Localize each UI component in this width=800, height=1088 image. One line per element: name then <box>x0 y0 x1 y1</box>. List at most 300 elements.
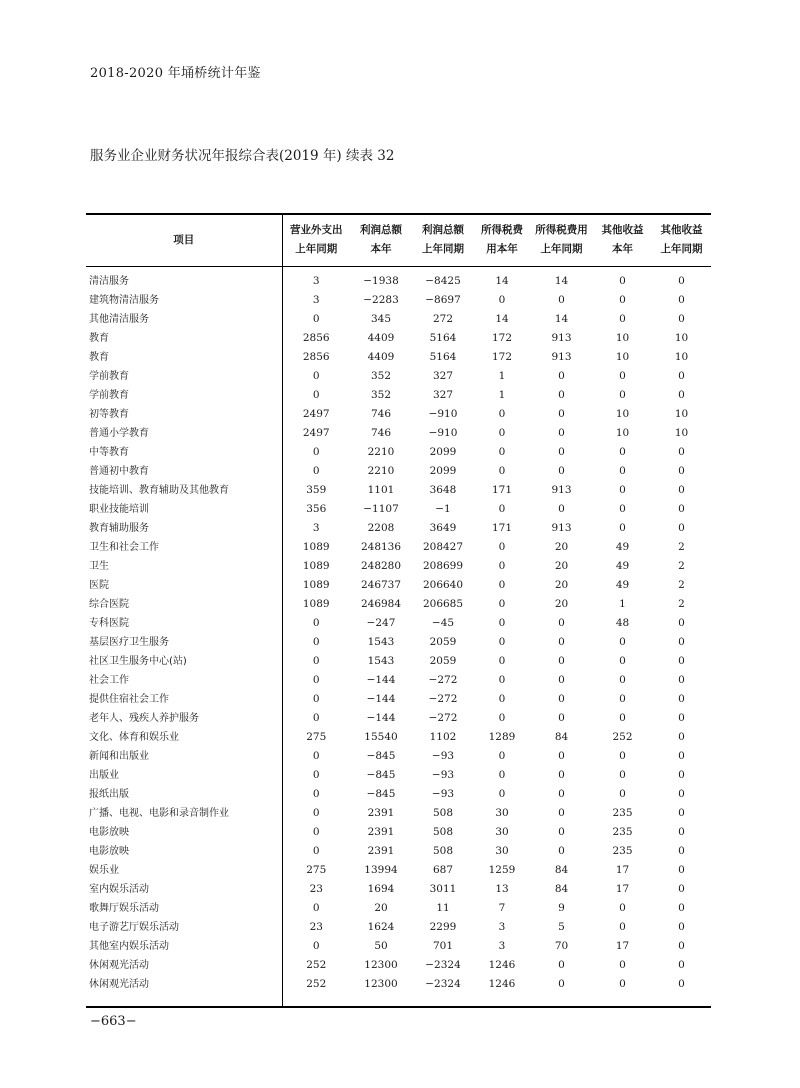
table-row <box>86 652 711 671</box>
column-header <box>474 214 530 266</box>
table-cell: 0 <box>312 901 320 914</box>
table-title: 服务业企业财务状况年报综合表(2019 年) 续表 32 <box>90 148 395 164</box>
row-label: 基层医疗卫生服务 <box>86 633 282 652</box>
table-cell: −1 <box>435 502 451 515</box>
table-row <box>86 918 711 937</box>
table-cell: 0 <box>619 692 626 705</box>
table-cell: 10 <box>615 331 630 344</box>
table-cell: 171 <box>491 521 513 534</box>
table-cell: 15540 <box>364 730 398 743</box>
row-label: 出版业 <box>86 766 282 785</box>
row-label: 歌舞厅娱乐活动 <box>86 899 282 918</box>
table-cell: 0 <box>312 369 320 382</box>
table-cell: −2324 <box>425 958 461 971</box>
table-row <box>86 633 711 652</box>
table-row <box>86 804 711 823</box>
column-header-line1: 营业外支出 <box>290 224 343 237</box>
table-cell: 0 <box>619 483 626 496</box>
table-cell: 2059 <box>429 654 457 667</box>
table-cell: 0 <box>678 388 685 401</box>
table-cell: −93 <box>431 787 455 800</box>
table-cell: 2210 <box>367 464 395 477</box>
table-cell: 2391 <box>367 844 395 857</box>
row-label: 初等教育 <box>86 405 282 424</box>
table-cell: −2324 <box>425 977 461 990</box>
table-cell: −144 <box>366 692 396 705</box>
table-cell: 0 <box>619 521 626 534</box>
table-cell: 3 <box>312 274 320 287</box>
table-cell: 0 <box>678 654 685 667</box>
table-cell: 352 <box>370 369 392 382</box>
table-row <box>86 937 711 956</box>
table-cell: 0 <box>678 673 685 686</box>
row-label: 卫生和社会工作 <box>86 538 282 557</box>
row-label: 电影放映 <box>86 823 282 842</box>
table-cell: 746 <box>370 407 392 420</box>
table-cell: −8697 <box>425 293 461 306</box>
column-header-line1: 其他收益 <box>660 224 703 237</box>
table-row <box>86 538 711 557</box>
page-number: −663− <box>90 1014 137 1029</box>
table-cell: 0 <box>312 806 320 819</box>
table-cell: −1938 <box>363 274 399 287</box>
table-body <box>86 266 711 1007</box>
table-cell: 0 <box>312 445 320 458</box>
table-cell: 0 <box>558 369 565 382</box>
table-cell: 10 <box>674 426 689 439</box>
row-label: 娱乐业 <box>86 861 282 880</box>
table-cell: 0 <box>678 730 685 743</box>
table-cell: 0 <box>312 825 320 838</box>
table-cell: 3011 <box>429 882 457 895</box>
table-cell: 0 <box>678 844 685 857</box>
table-cell: 252 <box>612 730 633 743</box>
table-cell: −247 <box>366 616 396 629</box>
table-cell: 246984 <box>360 597 402 610</box>
table-cell: 508 <box>432 844 454 857</box>
table-cell: 0 <box>678 977 685 990</box>
table-row <box>86 842 711 861</box>
table-cell: 0 <box>498 692 506 705</box>
row-label: 休闲观光活动 <box>86 956 282 975</box>
table-cell: −845 <box>366 787 396 800</box>
row-label: 文化、体育和娱乐业 <box>86 728 282 747</box>
table-cell: 1102 <box>429 730 457 743</box>
table-cell: 49 <box>615 578 630 591</box>
table-cell: 23 <box>309 882 323 895</box>
table-cell: 3 <box>498 920 506 933</box>
row-label: 医院 <box>86 576 282 595</box>
table-cell: 0 <box>498 635 506 648</box>
table-cell: 0 <box>498 464 506 477</box>
column-header-line2: 本年 <box>370 243 392 256</box>
table-cell: 252 <box>306 958 327 971</box>
table-cell: 0 <box>678 616 685 629</box>
table-cell: 0 <box>558 749 565 762</box>
table-row <box>86 975 711 1007</box>
column-header-line2: 上年同期 <box>660 243 703 256</box>
table-cell: 0 <box>558 768 565 781</box>
table-cell: 0 <box>619 787 626 800</box>
table-cell: 5164 <box>429 350 457 363</box>
table-cell: 0 <box>678 502 685 515</box>
column-header-line1: 所得税费用 <box>535 224 588 237</box>
table-cell: 0 <box>558 977 565 990</box>
table-row <box>86 481 711 500</box>
table-cell: 0 <box>498 597 506 610</box>
table-cell: 746 <box>370 426 392 439</box>
table-cell: 248280 <box>360 559 402 572</box>
table-cell: 0 <box>498 749 506 762</box>
table-cell: 0 <box>498 768 506 781</box>
column-header-line2: 上年同期 <box>540 243 583 256</box>
table-cell: 0 <box>619 464 626 477</box>
table-cell: 172 <box>491 331 513 344</box>
table-cell: 2391 <box>367 806 395 819</box>
table-cell: 0 <box>312 654 320 667</box>
table-cell: 508 <box>432 806 454 819</box>
table-cell: 84 <box>554 730 569 743</box>
row-label: 中等教育 <box>86 443 282 462</box>
table-cell: 0 <box>312 711 320 724</box>
table-cell: 0 <box>678 635 685 648</box>
table-cell: 913 <box>551 521 572 534</box>
table-cell: 0 <box>678 863 685 876</box>
table-cell: −2283 <box>363 293 399 306</box>
table-cell: 20 <box>554 540 569 553</box>
table-cell: 235 <box>612 806 633 819</box>
table-row <box>86 348 711 367</box>
table-cell: 0 <box>558 407 565 420</box>
table-cell: 171 <box>491 483 513 496</box>
table-cell: 48 <box>615 616 630 629</box>
table-cell: 49 <box>615 559 630 572</box>
table-cell: 0 <box>558 426 565 439</box>
table-cell: 3649 <box>429 521 457 534</box>
table-cell: 0 <box>312 616 320 629</box>
table-cell: −845 <box>366 768 396 781</box>
table-cell: −8425 <box>425 274 461 287</box>
table-cell: 235 <box>612 844 633 857</box>
table-cell: 17 <box>615 939 630 952</box>
table-cell: 17 <box>615 863 630 876</box>
table-cell: 1 <box>498 388 506 401</box>
row-label: 学前教育 <box>86 367 282 386</box>
table-row <box>86 462 711 481</box>
table-cell: 275 <box>306 863 327 876</box>
row-label: 普通初中教育 <box>86 462 282 481</box>
table-cell: 0 <box>498 426 506 439</box>
table-cell: 0 <box>619 673 626 686</box>
row-label: 休闲观光活动 <box>86 975 282 1007</box>
table-cell: 0 <box>619 388 626 401</box>
table-cell: 0 <box>312 673 320 686</box>
table-cell: 4409 <box>367 350 395 363</box>
table-cell: 0 <box>678 521 685 534</box>
table-cell: 50 <box>374 939 388 952</box>
row-label: 教育 <box>86 329 282 348</box>
table-cell: 345 <box>370 312 392 325</box>
column-header-line1: 利润总额 <box>422 224 464 237</box>
table-cell: 272 <box>432 312 454 325</box>
table-cell: 2 <box>678 540 685 553</box>
table-cell: 84 <box>554 863 569 876</box>
row-label: 新闻和出版业 <box>86 747 282 766</box>
header-row <box>86 214 711 266</box>
table-cell: 206685 <box>422 597 464 610</box>
table-cell: 2099 <box>429 464 457 477</box>
table-cell: 327 <box>432 369 454 382</box>
table-cell: 0 <box>619 958 626 971</box>
row-label: 社会工作 <box>86 671 282 690</box>
table-cell: 0 <box>678 445 685 458</box>
column-header <box>350 214 412 266</box>
table-cell: 14 <box>495 312 509 325</box>
table-cell: 0 <box>558 445 565 458</box>
table-cell: 0 <box>678 825 685 838</box>
table-cell: 2 <box>678 559 685 572</box>
table-cell: 2 <box>678 597 685 610</box>
table-cell: 0 <box>678 787 685 800</box>
table-cell: 2391 <box>367 825 395 838</box>
column-header <box>530 214 593 266</box>
table-cell: 0 <box>558 673 565 686</box>
column-header-line1: 利润总额 <box>360 224 402 237</box>
table-row <box>86 766 711 785</box>
table-cell: 275 <box>306 730 327 743</box>
table-cell: 84 <box>554 882 569 895</box>
table-cell: 10 <box>615 426 630 439</box>
table-cell: 1246 <box>488 977 516 990</box>
table-cell: 235 <box>612 825 633 838</box>
column-header <box>593 214 652 266</box>
row-label: 电影放映 <box>86 842 282 861</box>
table-cell: 0 <box>619 445 626 458</box>
table-row <box>86 266 711 291</box>
table-cell: 70 <box>554 939 569 952</box>
table-cell: 0 <box>619 312 626 325</box>
table-cell: 0 <box>678 882 685 895</box>
table-cell: 20 <box>374 901 388 914</box>
column-header <box>282 214 350 266</box>
table-row <box>86 519 711 538</box>
table-cell: 0 <box>498 445 506 458</box>
table-cell: 0 <box>498 578 506 591</box>
table-cell: 13994 <box>364 863 398 876</box>
table-cell: 10 <box>674 331 689 344</box>
table-cell: 913 <box>551 350 572 363</box>
table-cell: 0 <box>312 768 320 781</box>
table-row <box>86 500 711 519</box>
table-row <box>86 557 711 576</box>
table-cell: −144 <box>366 673 396 686</box>
table-cell: 1543 <box>367 635 395 648</box>
row-label: 广播、电视、电影和录音制作业 <box>86 804 282 823</box>
table-cell: 0 <box>678 939 685 952</box>
table-row <box>86 690 711 709</box>
table-cell: 208699 <box>422 559 464 572</box>
data-table-container <box>86 213 711 1008</box>
table-cell: 0 <box>619 635 626 648</box>
table-cell: 0 <box>312 635 320 648</box>
row-label: 职业技能培训 <box>86 500 282 519</box>
table-cell: 2497 <box>302 426 330 439</box>
table-cell: 0 <box>312 464 320 477</box>
data-table <box>86 213 711 1008</box>
table-cell: 0 <box>619 654 626 667</box>
table-cell: 9 <box>558 901 565 914</box>
table-cell: 2208 <box>367 521 395 534</box>
table-row <box>86 329 711 348</box>
table-cell: 20 <box>554 559 569 572</box>
table-cell: −1107 <box>363 502 399 515</box>
table-row <box>86 595 711 614</box>
table-cell: 0 <box>498 293 506 306</box>
table-cell: 0 <box>558 825 565 838</box>
table-row <box>86 443 711 462</box>
table-row <box>86 785 711 804</box>
row-label: 社区卫生服务中心(站) <box>86 652 282 671</box>
row-label: 提供住宿社会工作 <box>86 690 282 709</box>
table-cell: 0 <box>498 654 506 667</box>
table-cell: 0 <box>558 464 565 477</box>
table-cell: 913 <box>551 483 572 496</box>
table-cell: 49 <box>615 540 630 553</box>
table-cell: 0 <box>619 749 626 762</box>
table-row <box>86 671 711 690</box>
table-cell: −272 <box>428 711 458 724</box>
table-row <box>86 367 711 386</box>
table-cell: 2299 <box>429 920 457 933</box>
table-cell: 12300 <box>364 958 398 971</box>
table-cell: 0 <box>312 388 320 401</box>
table-cell: 14 <box>554 312 569 325</box>
table-cell: 1246 <box>488 958 516 971</box>
table-cell: 0 <box>678 768 685 781</box>
table-cell: 10 <box>674 350 689 363</box>
table-cell: 3 <box>312 293 320 306</box>
table-row <box>86 899 711 918</box>
table-cell: 13 <box>495 882 509 895</box>
table-cell: 3 <box>312 521 320 534</box>
table-cell: 359 <box>306 483 327 496</box>
table-cell: 1624 <box>367 920 395 933</box>
table-cell: 0 <box>558 711 565 724</box>
table-cell: 2 <box>678 578 685 591</box>
table-cell: 0 <box>558 616 565 629</box>
table-cell: 14 <box>554 274 569 287</box>
table-cell: 0 <box>558 958 565 971</box>
table-cell: 0 <box>678 920 685 933</box>
table-cell: 20 <box>554 597 569 610</box>
table-cell: −910 <box>428 426 458 439</box>
table-row <box>86 861 711 880</box>
table-cell: 2856 <box>302 331 330 344</box>
table-row <box>86 576 711 595</box>
table-cell: 0 <box>619 711 626 724</box>
table-cell: 3 <box>498 939 506 952</box>
table-cell: −144 <box>366 711 396 724</box>
table-cell: 0 <box>619 293 626 306</box>
table-row <box>86 405 711 424</box>
row-label: 其他室内娱乐活动 <box>86 937 282 956</box>
table-cell: 0 <box>678 483 685 496</box>
row-label: 教育 <box>86 348 282 367</box>
row-label: 学前教育 <box>86 386 282 405</box>
table-cell: 30 <box>495 806 509 819</box>
table-cell: 352 <box>370 388 392 401</box>
table-cell: 0 <box>498 559 506 572</box>
table-cell: −45 <box>431 616 455 629</box>
table-cell: 0 <box>312 312 320 325</box>
table-cell: 0 <box>678 806 685 819</box>
table-cell: 2210 <box>367 445 395 458</box>
table-cell: 0 <box>498 711 506 724</box>
table-cell: 1289 <box>488 730 516 743</box>
table-cell: 508 <box>432 825 454 838</box>
column-header-line1: 其他收益 <box>601 224 644 237</box>
table-cell: 0 <box>312 692 320 705</box>
table-cell: 1101 <box>367 483 395 496</box>
table-cell: 0 <box>619 901 626 914</box>
row-label: 卫生 <box>86 557 282 576</box>
table-cell: 0 <box>498 407 506 420</box>
table-cell: 12300 <box>364 977 398 990</box>
table-cell: 0 <box>558 692 565 705</box>
table-cell: 0 <box>619 502 626 515</box>
table-row <box>86 291 711 310</box>
table-cell: 11 <box>436 901 450 914</box>
table-cell: 0 <box>678 464 685 477</box>
table-cell: 0 <box>678 749 685 762</box>
table-cell: 0 <box>619 920 626 933</box>
table-cell: 0 <box>312 844 320 857</box>
table-cell: 0 <box>558 388 565 401</box>
table-cell: 2059 <box>429 635 457 648</box>
table-row <box>86 728 711 747</box>
table-row <box>86 310 711 329</box>
table-cell: −272 <box>428 673 458 686</box>
row-label: 其他清洁服务 <box>86 310 282 329</box>
table-cell: −93 <box>431 768 455 781</box>
table-cell: 1259 <box>488 863 516 876</box>
table-cell: 30 <box>495 844 509 857</box>
table-cell: −272 <box>428 692 458 705</box>
table-cell: 10 <box>674 407 689 420</box>
table-cell: 913 <box>551 331 572 344</box>
table-cell: 208427 <box>422 540 464 553</box>
table-cell: 252 <box>306 977 327 990</box>
table-cell: 2856 <box>302 350 330 363</box>
row-label: 普通小学教育 <box>86 424 282 443</box>
table-cell: 356 <box>306 502 327 515</box>
table-row <box>86 709 711 728</box>
table-cell: 0 <box>558 654 565 667</box>
table-cell: 0 <box>498 540 506 553</box>
table-row <box>86 880 711 899</box>
table-cell: 4409 <box>367 331 395 344</box>
column-header-line1: 项目 <box>173 233 195 246</box>
table-cell: 5 <box>558 920 565 933</box>
table-cell: 0 <box>678 369 685 382</box>
table-cell: 0 <box>619 274 626 287</box>
row-label: 教育辅助服务 <box>86 519 282 538</box>
table-cell: 23 <box>309 920 323 933</box>
table-cell: 1694 <box>367 882 395 895</box>
table-cell: 1543 <box>367 654 395 667</box>
table-row <box>86 823 711 842</box>
column-header-line2: 本年 <box>612 243 633 256</box>
